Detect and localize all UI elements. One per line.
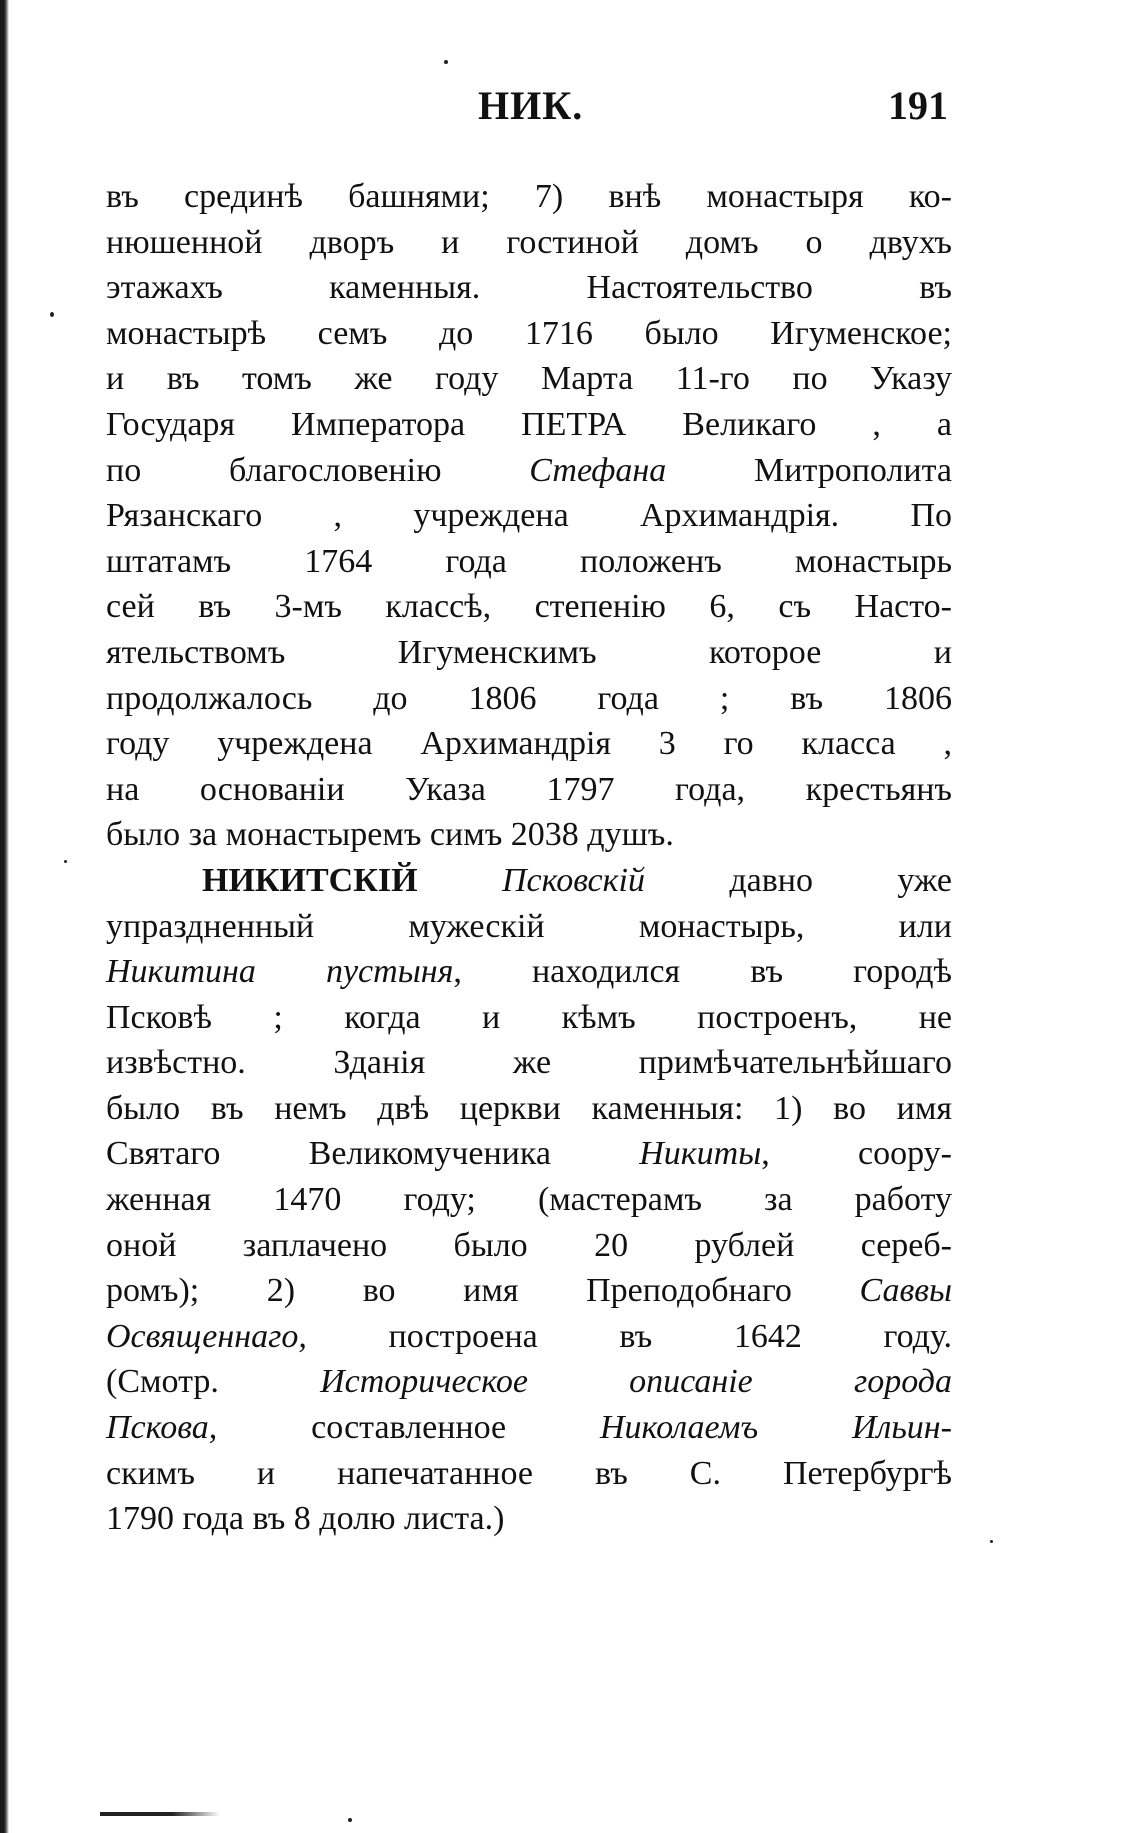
- ink-speck: [348, 1818, 352, 1822]
- italic-name: Пскова,: [106, 1409, 218, 1447]
- text-line: въ срединѣ башнями; 7) внѣ монастыря ко-: [106, 178, 952, 215]
- running-head: НИК.: [478, 83, 584, 128]
- text-line: монастырѣ семъ до 1716 было Игуменское;: [106, 314, 952, 352]
- text-segment: Митрополита: [754, 451, 952, 489]
- text-line: этажахъ каменныя. Настоятельство въ: [106, 269, 952, 307]
- text-segment: по благословенію: [106, 451, 442, 489]
- text-line: штатамъ 1764 года положенъ монастырь: [106, 542, 952, 580]
- text-line: было въ немъ двѣ церкви каменныя: 1) во имя: [106, 1089, 952, 1127]
- text-segment: Святаго Великомученика: [106, 1135, 551, 1173]
- text-line: Псковѣ ; когда и кѣмъ построенъ, не: [106, 998, 952, 1036]
- italic-name: Никиты: [639, 1135, 762, 1173]
- ink-speck: [990, 1540, 993, 1543]
- text-line: 1790 года въ 8 долю листа.): [106, 1500, 505, 1538]
- text-line: [106, 1359, 952, 1405]
- text-segment: давно уже: [729, 861, 953, 899]
- text-line: оной заплачено было 20 рублей сереб-: [106, 1226, 952, 1264]
- italic-name: Саввы: [859, 1272, 952, 1310]
- italic-name: Николаемъ Ильин-: [599, 1409, 952, 1447]
- binding-edge: [0, 0, 9, 1833]
- text-line: продолжалось до 1806 года ; въ 1806: [106, 679, 952, 717]
- text-line: [106, 1131, 952, 1177]
- text-line: году учреждена Архимандрія 3 го класса ,: [106, 725, 952, 763]
- text-line: [106, 448, 952, 494]
- text-segment: ромъ); 2) во имя Преподобнаго: [106, 1272, 792, 1310]
- text-line: нюшенной дворъ и гостиной домъ о двухъ: [106, 223, 952, 261]
- ink-speck: [444, 60, 448, 64]
- italic-name: Стефана: [529, 451, 667, 489]
- italic-title: Историческое описаніе города: [320, 1363, 953, 1401]
- italic-name: Никитина пустыня: [106, 953, 454, 991]
- text-line: Рязанскаго , учреждена Архимандрія. По: [106, 497, 952, 535]
- text-segment: , соору-: [761, 1135, 953, 1173]
- text-segment: находился въ городѣ: [531, 953, 952, 991]
- ink-speck: [50, 312, 54, 317]
- text-line: [106, 858, 952, 904]
- text-line: извѣстно. Зданія же примѣчательнѣйшаго: [106, 1044, 952, 1082]
- text-line: Никитина пустыня, находился въ городѣ: [106, 953, 952, 991]
- italic-name: Освященнаго,: [106, 1317, 307, 1355]
- text-segment: составленное: [311, 1409, 507, 1447]
- text-line: и въ томъ же году Марта 11-го по Указу: [106, 360, 952, 398]
- text-line: женная 1470 году; (мастерамъ за работу: [106, 1181, 952, 1219]
- text-line: упраздненный мужескій монастырь, или: [106, 907, 952, 945]
- text-line: Государя Императора ПЕТРА Великаго , а: [106, 405, 952, 443]
- text-line: было за монастыремъ симъ 2038 душъ.: [106, 816, 674, 854]
- text-line: [106, 1314, 952, 1360]
- body-text: [106, 174, 952, 1542]
- entry-heading: НИКИТСКІЙ: [202, 861, 418, 899]
- ink-speck: [64, 860, 67, 863]
- text-line: [106, 1405, 952, 1451]
- text-line: сей въ 3-мъ классѣ, степенію 6, съ Насто-: [106, 588, 952, 626]
- text-line: [106, 1268, 952, 1314]
- text-line: скимъ и напечатанное въ С. Петербургѣ: [106, 1454, 952, 1492]
- italic-name: Псковскій: [501, 861, 645, 899]
- text-segment: (Смотр.: [106, 1363, 219, 1401]
- text-segment: построена въ 1642 году.: [388, 1317, 952, 1355]
- text-line: ятельствомъ Игуменскимъ которое и: [106, 633, 952, 671]
- bottom-rule: [100, 1812, 220, 1816]
- text-line: на основаніи Указа 1797 года, крестьянъ: [106, 770, 952, 808]
- page-number: 191: [888, 83, 948, 128]
